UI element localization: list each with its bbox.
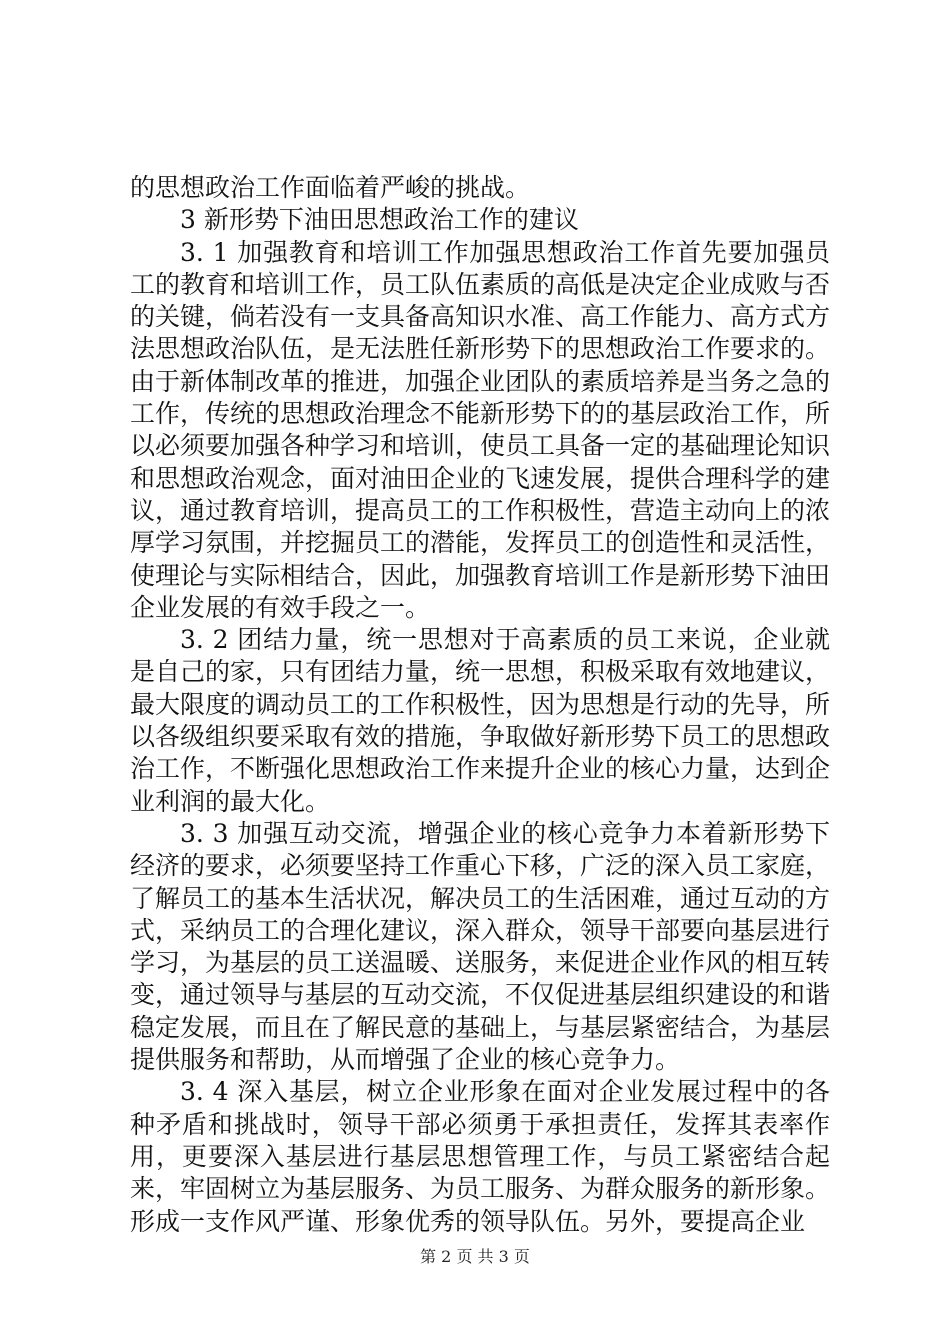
paragraph-3-4: 3. 4 深入基层，树立企业形象在面对企业发展过程中的各种矛盾和挑战时，领导干部必须勇于承担责任，发挥其表率作用，更要深入基层进行基层思想管理工作，与员工紧密结合起来，牢固树立为基层服务、为员工服务、为群众服务的新形象。形成一支作风严谨、形象优秀的领导队伍。另外，要提高企业 xyxy=(130,1077,831,1236)
paragraph-continuation: 的思想政治工作面临着严峻的挑战。 xyxy=(130,173,531,202)
paragraph-3-3: 3. 3 加强互动交流，增强企业的核心竞争力本着新形势下经济的要求，必须要坚持工作重心下移，广泛的深入员工家庭，了解员工的基本生活状况，解决员工的生活困难，通过互动的方式，采纳员工的合理化建议，深入群众，领导干部要向基层进行学习，为基层的员工送温暖、送服务，来促进企业作风的相互转变，通过领导与基层的互动交流，不仅促进基层组织建设的和谐稳定发展，而且在了解民意的基础上，与基层紧密结合，为基层提供服务和帮助，从而增强了企业的核心竞争力。 xyxy=(130,818,831,1075)
paragraph-3-1: 3. 1 加强教育和培训工作加强思想政治工作首先要加强员工的教育和培训工作，员工队伍素质的高低是决定企业成败与否的关键，倘若没有一支具备高知识水准、高工作能力、高方式方法思想政治队伍，是无法胜任新形势下的思想政治工作要求的。由于新体制改革的推进，加强企业团队的素质培养是当务之急的工作，传统的思想政治理念不能新形势下的的基层政治工作，所以必须要加强各种学习和培训，使员工具备一定的基础理论知识和思想政治观念，面对油田企业的飞速发展，提供合理科学的建议，通过教育培训，提高员工的工作积极性，营造主动向上的浓厚学习氛围，并挖掘员工的潜能，发挥员工的创造性和灵活性，使理论与实际相结合，因此，加强教育培训工作是新形势下油田企业发展的有效手段之一。 xyxy=(130,237,831,622)
page-footer: 第 2 页 共 3 页 xyxy=(420,1247,530,1266)
section-heading: 3 新形势下油田思想政治工作的建议 xyxy=(180,205,579,235)
document-body xyxy=(130,172,830,1238)
paragraph-3-2: 3. 2 团结力量，统一思想对于高素质的员工来说，企业就是自己的家，只有团结力量，统一思想，积极采取有效地建议，最大限度的调动员工的工作积极性，因为思想是行动的先导，所以各级组织要采取有效的措施，争取做好新形势下员工的思想政治工作，不断强化思想政治工作来提升企业的核心力量，达到企业利润的最大化。 xyxy=(130,625,831,816)
